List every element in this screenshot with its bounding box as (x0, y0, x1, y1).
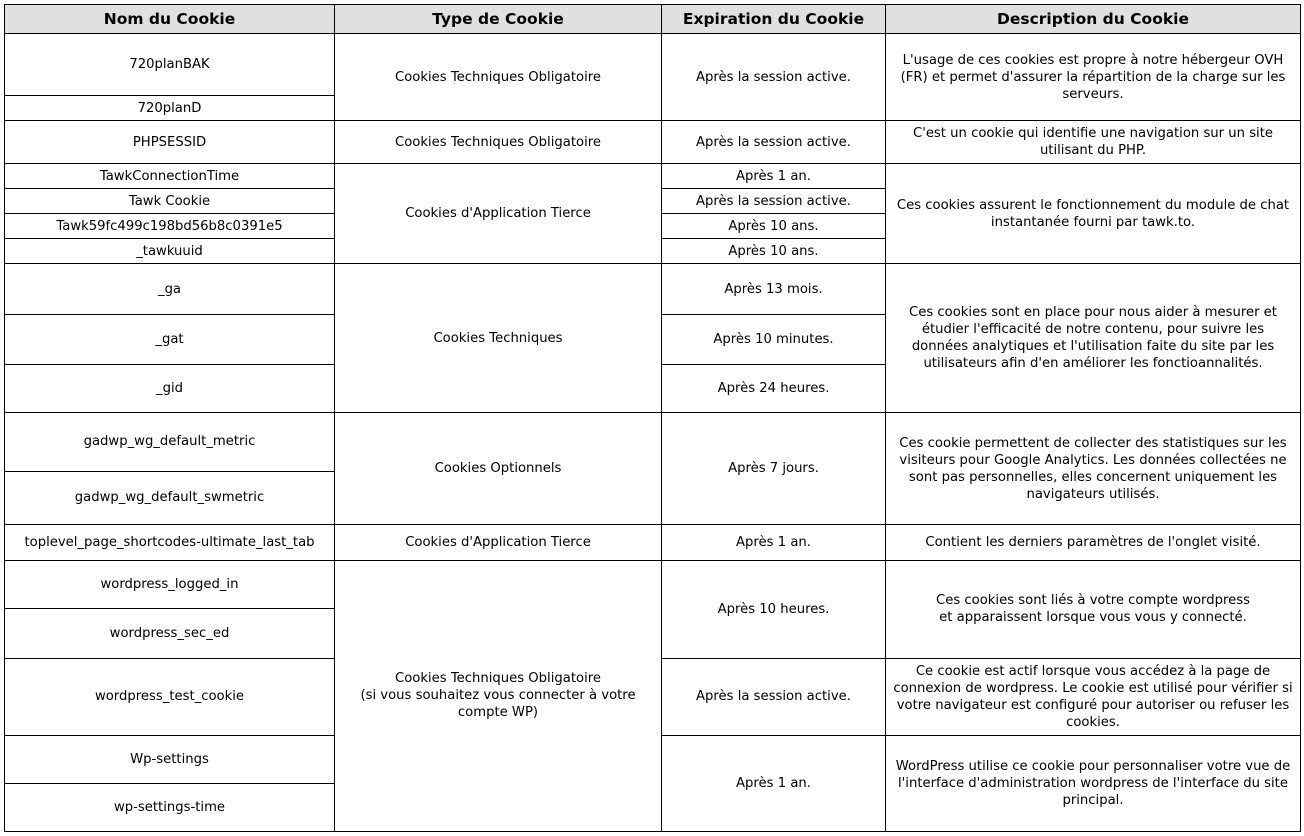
header-cookie-expiration: Expiration du Cookie (662, 5, 886, 34)
cookie-name: gadwp_wg_default_metric (5, 413, 335, 471)
cookie-type: Cookies Techniques Obligatoire (335, 121, 662, 164)
header-cookie-description: Description du Cookie (886, 5, 1301, 34)
cookie-description: Contient les derniers paramètres de l'onglet visité. (886, 524, 1301, 560)
cookie-expiration: Après 1 an. (662, 735, 886, 831)
cookie-name: 720planD (5, 96, 335, 121)
header-row (5, 5, 1301, 34)
cookie-expiration: Après 1 an. (662, 164, 886, 189)
cookie-type-note: (si vous souhaitez vous connecter à votre compte WP) (360, 688, 636, 721)
cookie-name: _gat (5, 315, 335, 365)
cookie-table (4, 4, 1301, 832)
cookie-name: Tawk59fc499c198bd56b8c0391e5 (5, 214, 335, 239)
cookie-expiration: Après 10 ans. (662, 239, 886, 264)
cookie-expiration: Après 13 mois. (662, 264, 886, 315)
cookie-type: Cookies d'Application Tierce (335, 524, 662, 560)
cookie-expiration: Après la session active. (662, 658, 886, 735)
cookie-type: Cookies Techniques (335, 264, 662, 413)
table-row (5, 524, 1301, 560)
cookie-expiration: Après la session active. (662, 189, 886, 214)
cookie-name: gadwp_wg_default_swmetric (5, 471, 335, 524)
cookie-name: _gid (5, 365, 335, 413)
cookie-expiration: Après 10 ans. (662, 214, 886, 239)
header-cookie-name: Nom du Cookie (5, 5, 335, 34)
cookie-description-line: Ces cookies sont liés à votre compte wordpress (936, 593, 1250, 609)
cookie-type: Cookies Techniques Obligatoire (335, 34, 662, 121)
table-row (5, 560, 1301, 608)
cookie-name: Wp-settings (5, 735, 335, 783)
cookie-type-label: Cookies Techniques Obligatoire (395, 671, 601, 687)
cookie-type (335, 560, 662, 831)
cookie-name: wordpress_test_cookie (5, 658, 335, 735)
header-cookie-type: Type de Cookie (335, 5, 662, 34)
cookie-description: Ce cookie est actif lorsque vous accédez à la page de connexion de wordpress. Le cookie est utilisé pour vérifier si votre navigateur est configuré pour autoriser ou refuser les cookies. (886, 658, 1301, 735)
cookie-type: Cookies Optionnels (335, 413, 662, 524)
cookie-name: toplevel_page_shortcodes-ultimate_last_tab (5, 524, 335, 560)
cookie-name: 720planBAK (5, 34, 335, 96)
cookie-description-line: et apparaissent lorsque vous vous y connecté. (939, 610, 1247, 626)
cookie-name: TawkConnectionTime (5, 164, 335, 189)
table-row (5, 413, 1301, 471)
table-row (5, 264, 1301, 315)
cookie-expiration: Après 24 heures. (662, 365, 886, 413)
cookie-name: wordpress_logged_in (5, 560, 335, 608)
cookie-expiration: Après la session active. (662, 121, 886, 164)
cookie-expiration: Après 10 minutes. (662, 315, 886, 365)
table-row (5, 121, 1301, 164)
cookie-name: wp-settings-time (5, 783, 335, 831)
cookie-description: Ces cookies sont en place pour nous aider à mesurer et étudier l'efficacité de notre contenu, pour suivre les données analytiques et l'utilisation faite du site par les utilisateurs afin d'en améliorer les fonctioannalités. (886, 264, 1301, 413)
cookie-expiration: Après la session active. (662, 34, 886, 121)
cookie-type: Cookies d'Application Tierce (335, 164, 662, 264)
cookie-description: C'est un cookie qui identifie une navigation sur un site utilisant du PHP. (886, 121, 1301, 164)
cookie-name: wordpress_sec_ed (5, 608, 335, 658)
cookie-name: _ga (5, 264, 335, 315)
table-row (5, 34, 1301, 96)
cookie-description: L'usage de ces cookies est propre à notre hébergeur OVH (FR) et permet d'assurer la répartition de la charge sur les serveurs. (886, 34, 1301, 121)
cookie-description: WordPress utilise ce cookie pour personnaliser votre vue de l'interface d'administration wordpress de l'interface du site principal. (886, 735, 1301, 831)
cookie-expiration: Après 7 jours. (662, 413, 886, 524)
cookie-name: Tawk Cookie (5, 189, 335, 214)
table-row (5, 164, 1301, 189)
cookie-name: _tawkuuid (5, 239, 335, 264)
cookie-expiration: Après 1 an. (662, 524, 886, 560)
cookie-description (886, 560, 1301, 658)
cookie-expiration: Après 10 heures. (662, 560, 886, 658)
cookie-description: Ces cookie permettent de collecter des statistiques sur les visiteurs pour Google Analytics. Les données collectées ne sont pas personnelles, elles concernent uniquement les navigateurs utilisés. (886, 413, 1301, 524)
cookie-description: Ces cookies assurent le fonctionnement du module de chat instantanée fourni par tawk.to. (886, 164, 1301, 264)
cookie-name: PHPSESSID (5, 121, 335, 164)
